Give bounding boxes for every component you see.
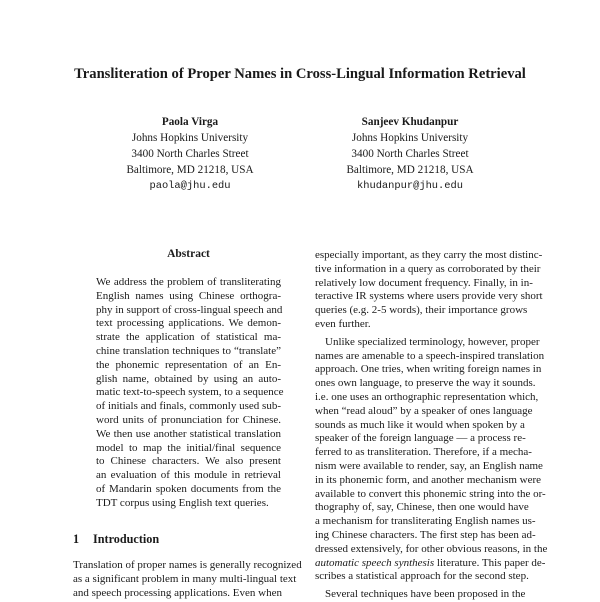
text-line: to Chinese characters. We also present (96, 455, 281, 468)
text-line: especially important, as they carry the most distinc- (315, 249, 543, 261)
text-line: nism were available to render, say, an English name (315, 459, 543, 472)
text-line: when “read aloud” by a speaker of ones language (315, 404, 533, 417)
text-line: queries (e.g. 2-5 words), their importance grows (315, 304, 528, 317)
text-line: available to convert this phonemic string into the or- (315, 487, 546, 500)
text-line: as a significant problem in many multi-lingual text (73, 572, 297, 585)
author-email: paola@jhu.edu (149, 180, 231, 192)
text-line: phy in support of cross-lingual speech and (96, 303, 283, 316)
author-affiliation: Johns Hopkins University (351, 132, 469, 144)
text-line: matic text-to-speech system, to a sequence (96, 386, 284, 399)
author-block-1 (90, 114, 290, 194)
section-title: Introduction (93, 532, 160, 546)
author-affiliation: Johns Hopkins University (131, 132, 249, 144)
text-line: relatively low document frequency. Finally, in in- (315, 276, 533, 289)
text-line: English names using Chinese orthogra- (96, 289, 281, 302)
section-heading (73, 532, 159, 547)
text-line: in its phonemic form, and another mechanism were (315, 473, 542, 486)
text-line: dressed extensively, for other obvious reasons, in the (315, 542, 548, 555)
text-line: Unlike specialized terminology, however, proper (325, 335, 540, 348)
text-line: We then use another statistical translation (96, 427, 281, 440)
paper-title: Transliteration of Proper Names in Cross-Lingual Information Retrieval (74, 66, 526, 82)
author-name: Paola Virga (161, 116, 219, 128)
text-line: approach. One tries, when writing foreign names in (315, 363, 542, 376)
author-city: Baltimore, MD 21218, USA (126, 164, 254, 176)
text-line: model to map the initial/final sequence (96, 441, 281, 454)
text-line: of Mandarin spoken documents from the (96, 482, 281, 495)
text-line: even further. (315, 317, 371, 330)
text-line: Translation of proper names is generally recognized (73, 559, 302, 571)
text-fragment: literature. This paper de- (434, 556, 546, 569)
text-line: sounds as much like it would when spoken by a (315, 418, 525, 431)
right-column-body (315, 249, 548, 602)
author-street: 3400 North Charles Street (351, 148, 469, 160)
text-line: scribes a statistical approach for the second step. (315, 570, 529, 583)
author-block-2 (310, 114, 510, 194)
text-line: teractive IR systems where users provide very short (315, 290, 543, 303)
text-line: ones own language, to preserve the way it sounds. (315, 377, 536, 390)
author-name: Sanjeev Khudanpur (361, 116, 459, 128)
section-number: 1 (73, 532, 80, 546)
text-line: strate the application of statistical ma- (96, 331, 281, 344)
text-line: names are amenable to a speech-inspired translation (315, 349, 545, 362)
abstract-body (96, 276, 284, 511)
text-line: i.e. one uses an orthographic representation which, (315, 390, 539, 403)
text-line: chine translation techniques to “translate” (96, 344, 281, 357)
author-email: khudanpur@jhu.edu (356, 180, 463, 192)
abstract-heading: Abstract (167, 248, 210, 260)
text-line: text processing applications. We demon- (96, 317, 281, 330)
text-line (315, 556, 546, 571)
author-street: 3400 North Charles Street (131, 148, 249, 160)
text-line: TDT corpus using English text queries. (96, 496, 269, 509)
text-line: tive information in a query as corroborated by their (315, 262, 541, 275)
text-line: ing Chinese characters. The first step has been ad- (315, 528, 536, 541)
text-line: an evaluation of this module in retrieval (96, 469, 281, 482)
text-line: a mechanism for transliterating English names us- (315, 515, 536, 528)
author-city: Baltimore, MD 21218, USA (346, 164, 474, 176)
text-line: We address the problem of transliterating (96, 276, 281, 288)
text-line: word units of pronunciation for Chinese. (96, 413, 281, 426)
text-line: of initials and finals, commonly used sub- (96, 400, 281, 413)
text-line: thography of, say, Chinese, then one would have (315, 501, 529, 514)
text-line: the phonemic representation of an En- (96, 358, 281, 371)
introduction-body (73, 559, 302, 600)
text-line: Several techniques have been proposed in the (325, 588, 526, 601)
text-line: ferred to as transliteration. Therefore, if a mecha- (315, 446, 532, 459)
text-line: and speech processing applications. Even when (73, 586, 282, 599)
text-line: speaker of the foreign language — a process re- (315, 432, 526, 445)
italic-term: automatic speech synthesis (315, 556, 435, 569)
text-line: glish name, obtained by using an auto- (96, 372, 281, 385)
